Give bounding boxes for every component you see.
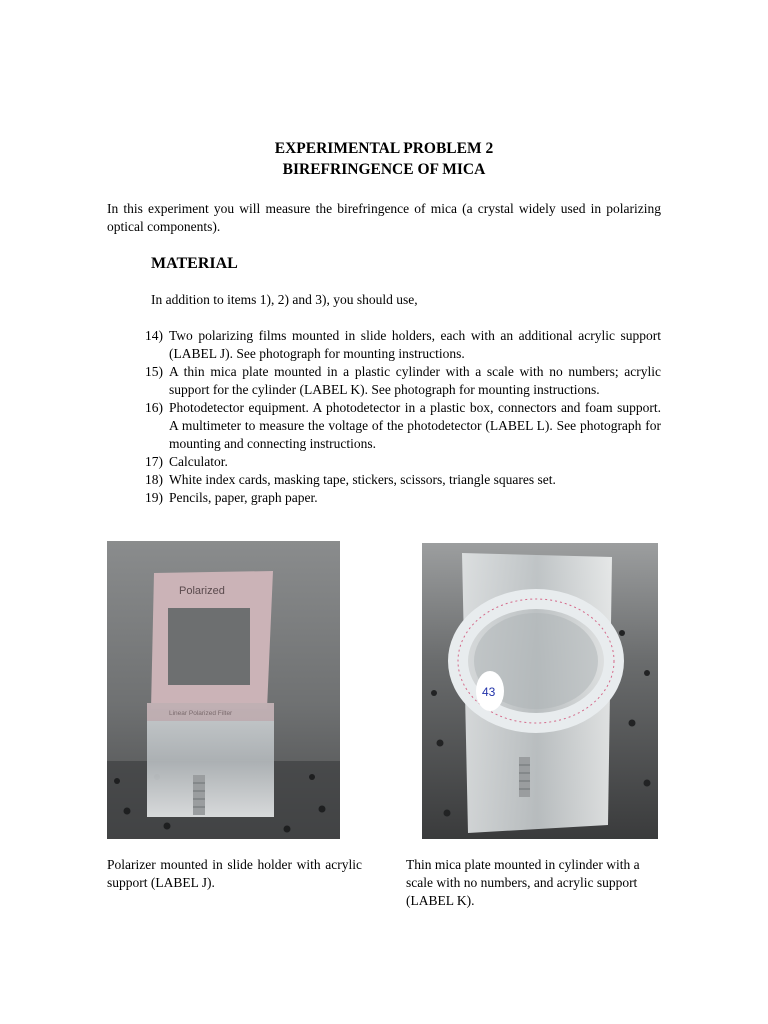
mica-plate-illustration — [422, 543, 658, 839]
list-item-number: 14) — [145, 328, 163, 343]
list-item-number: 16) — [145, 400, 163, 415]
frame-text-bottom: Linear Polarized Filter — [169, 710, 233, 717]
list-item — [145, 453, 661, 471]
list-item — [145, 399, 661, 453]
title-line-1: EXPERIMENTAL PROBLEM 2 — [274, 140, 494, 157]
list-item-text: Pencils, paper, graph paper. — [169, 490, 318, 505]
polarizer-caption: Polarizer mounted in slide holder with acrylic support (LABEL J). — [107, 857, 362, 890]
list-item — [145, 471, 661, 489]
list-item-number: 17) — [145, 454, 163, 469]
list-item-number: 19) — [145, 490, 163, 505]
list-item-text: Photodetector equipment. A photodetector in a plastic box, connectors and foam support. A multimeter to measure the voltage of the photodetector (LABEL L). See photograph for mounting and connecting instructions. — [169, 400, 661, 451]
material-heading: MATERIAL — [151, 255, 238, 272]
list-item-number: 18) — [145, 472, 163, 487]
intro-paragraph: In this experiment you will measure the birefringence of mica (a crystal widely used in polarizing optical components). — [107, 201, 661, 234]
material-list — [145, 327, 661, 507]
frame-text-top: Polarized — [179, 585, 225, 597]
list-item-text: Two polarizing films mounted in slide holders, each with an additional acrylic support (LABEL J). See photograph for mounting instructions. — [169, 328, 661, 361]
list-item-text: Calculator. — [169, 454, 228, 469]
list-item — [145, 363, 661, 399]
polarizer-illustration — [107, 541, 340, 839]
list-item-number: 15) — [145, 364, 163, 379]
title-line-2: BIREFRINGENCE OF MICA — [282, 161, 486, 178]
mica-plate-caption: Thin mica plate mounted in cylinder with a scale with no numbers, and acrylic support (LABEL K). — [406, 857, 640, 908]
list-item-text: A thin mica plate mounted in a plastic cylinder with a scale with no numbers; acrylic support for the cylinder (LABEL K). See photograph for mounting instructions. — [169, 364, 661, 397]
list-item — [145, 489, 661, 507]
mica-plate-photo — [422, 543, 658, 839]
list-item-text: White index cards, masking tape, stickers, scissors, triangle squares set. — [169, 472, 556, 487]
material-intro: In addition to items 1), 2) and 3), you should use, — [151, 292, 418, 307]
polarizer-photo — [107, 541, 340, 839]
cylinder-label: 43 — [482, 685, 496, 699]
list-item — [145, 327, 661, 363]
